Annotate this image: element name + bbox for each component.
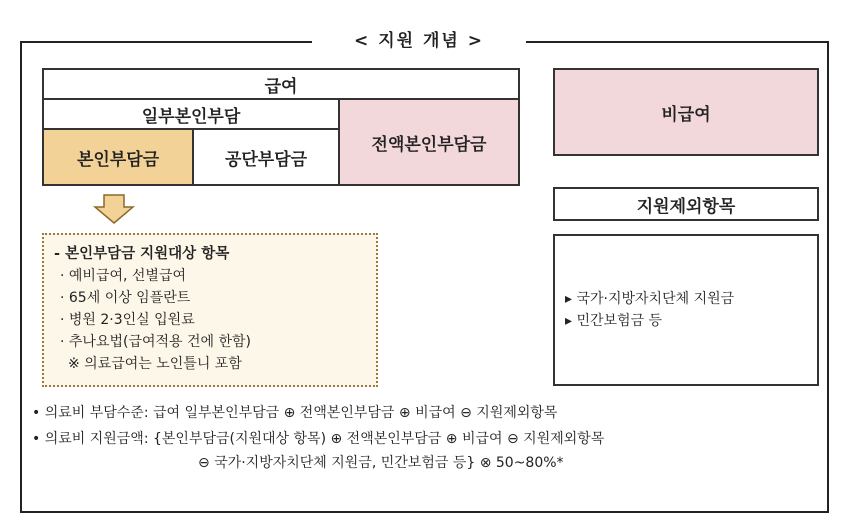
support-item: · 병원 2·3인실 입원료 (60, 312, 195, 328)
support-item: · 65세 이상 임플란트 (60, 290, 191, 306)
self-pay-cell: 본인부담금 (42, 128, 194, 186)
excluded-items-box (553, 234, 819, 386)
down-arrow-icon (92, 193, 136, 225)
support-items-box (42, 233, 378, 387)
support-note: ※ 의료급여는 노인틀니 포함 (68, 356, 242, 372)
corp-pay-cell: 공단부담금 (192, 128, 340, 186)
excluded-item: ▸ 민간보험금 등 (565, 313, 663, 329)
excluded-header: 지원제외항목 (553, 187, 819, 221)
partial-self-cell: 일부본인부담 (42, 98, 340, 130)
formula-support-cont: ⊖ 국가·지방자치단체 지원금, 민간보험금 등} ⊗ 50~80%* (198, 455, 564, 471)
diagram-title: < 지원 개념 > (312, 27, 526, 55)
formula-support: • 의료비 지원금액: {본인부담금(지원대상 항목) ⊕ 전액본인부담금 ⊕ 비급여 ⊖ 지원제외항목 (32, 431, 605, 447)
excluded-item: ▸ 국가·지방자치단체 지원금 (565, 291, 735, 307)
full-self-cell: 전액본인부담금 (338, 98, 520, 186)
support-items-heading: - 본인부담금 지원대상 항목 (54, 246, 230, 262)
support-item: · 예비급여, 선별급여 (60, 268, 186, 284)
support-item: · 추나요법(급여적용 건에 한함) (60, 334, 252, 350)
non-benefit-box: 비급여 (553, 68, 819, 156)
benefit-header: 급여 (42, 68, 520, 100)
formula-burden: • 의료비 부담수준: 급여 일부본인부담금 ⊕ 전액본인부담금 ⊕ 비급여 ⊖ 지원제외항목 (32, 405, 558, 421)
